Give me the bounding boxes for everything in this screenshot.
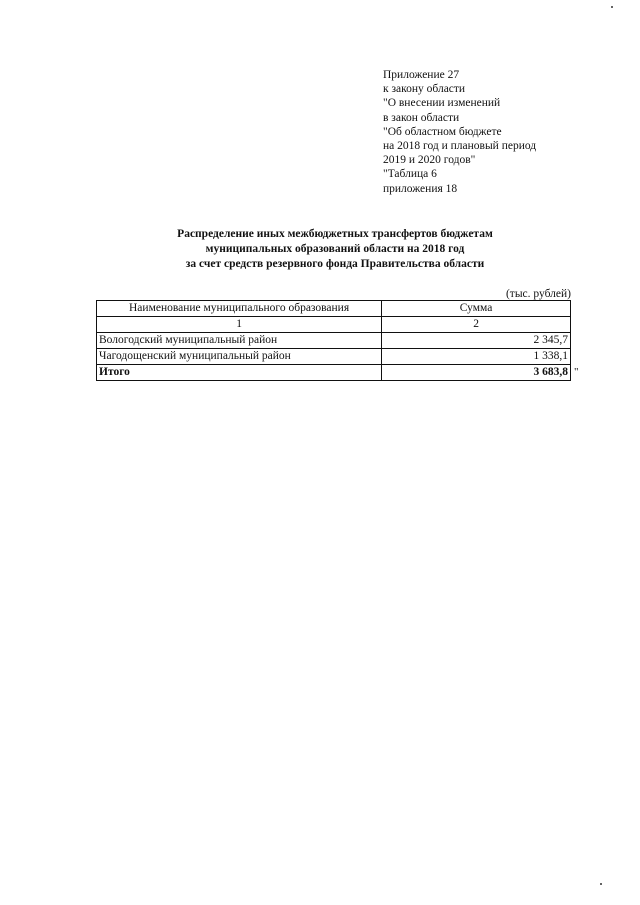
document-title xyxy=(140,227,530,272)
header-amount: Сумма xyxy=(382,301,571,317)
scan-mark-bottom xyxy=(600,883,602,885)
header-name: Наименование муниципального образования xyxy=(97,301,382,317)
appendix-header xyxy=(383,68,623,196)
header-line: Приложение 27 xyxy=(383,69,460,81)
closing-quote: " xyxy=(574,366,579,378)
units-label: (тыс. рублей) xyxy=(505,288,571,300)
header-line: "О внесении изменений xyxy=(383,97,501,110)
row-name: Вологодский муниципальный район xyxy=(97,333,382,349)
header-line: к закону области xyxy=(383,83,466,96)
header-line: "Таблица 6 xyxy=(383,168,437,181)
row-amount: 1 338,1 xyxy=(382,349,571,365)
header-line: в закон области xyxy=(383,111,460,124)
header-line: приложения 18 xyxy=(383,182,458,195)
distribution-table xyxy=(96,300,571,381)
table-header-row xyxy=(97,301,571,317)
row-amount: 2 345,7 xyxy=(382,333,571,349)
scan-mark-top xyxy=(611,6,613,8)
header-line: на 2018 год и плановый период xyxy=(383,140,537,153)
column-number: 1 xyxy=(97,317,382,333)
title-line: Распределение иных межбюджетных трансфертов бюджетам xyxy=(177,228,493,240)
title-line: муниципальных образований области на 2018 год xyxy=(205,243,465,255)
total-label: Итого xyxy=(97,365,382,381)
header-line: 2019 и 2020 годов" xyxy=(383,154,476,167)
total-row xyxy=(97,365,571,381)
title-line: за счет средств резервного фонда Правительства области xyxy=(185,258,485,270)
column-number: 2 xyxy=(382,317,571,333)
total-amount: 3 683,8 xyxy=(382,365,571,381)
row-name: Чагодощенский муниципальный район xyxy=(97,349,382,365)
header-line: "Об областном бюджете xyxy=(383,125,502,138)
table-row xyxy=(97,333,571,349)
column-number-row xyxy=(97,317,571,333)
table-row xyxy=(97,349,571,365)
